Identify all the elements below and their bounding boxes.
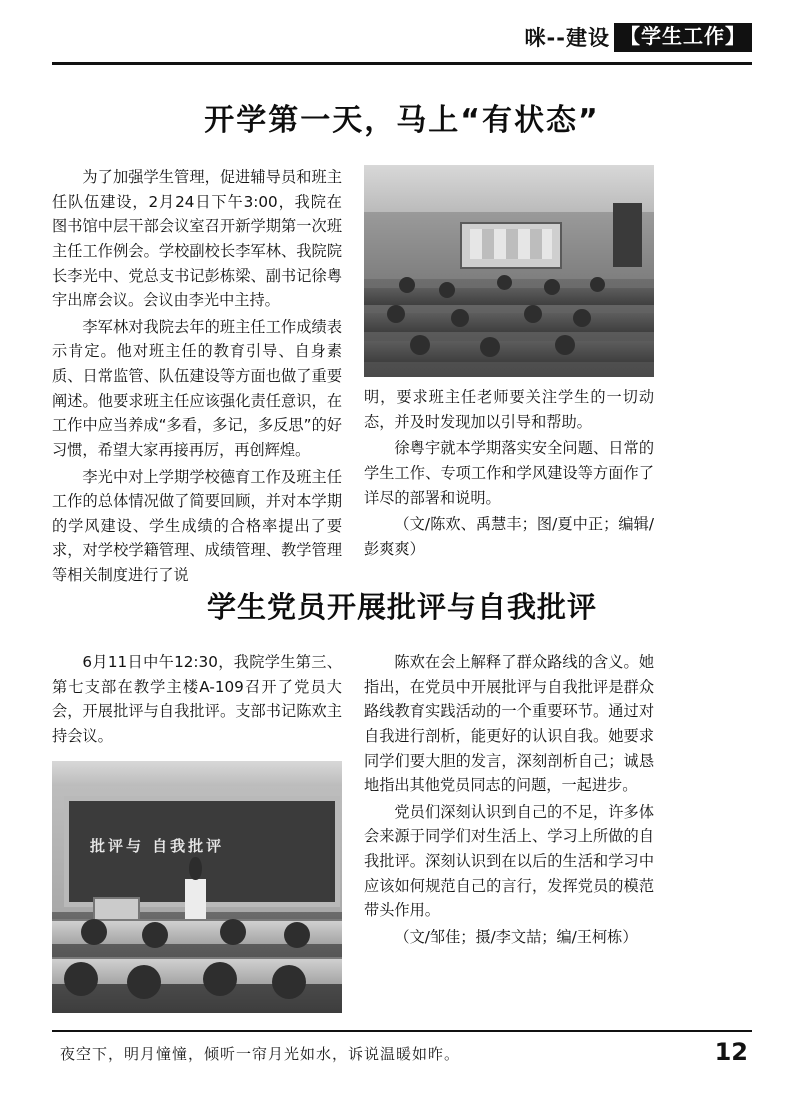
article-one-right-column [364,165,654,563]
footer-divider [52,1030,752,1032]
photo-artwork [52,761,342,1013]
article-two-columns [52,650,752,1021]
header-section-tag: 【学生工作】 [614,23,752,52]
article-two-right-column [364,650,654,952]
article-one-credit: （文/陈欢、禹慧丰；图/夏中正；编辑/彭爽爽） [364,515,654,558]
paragraph: 陈欢在会上解释了群众路线的含义。她指出，在党员中开展批评与自我批评是群众路线教育实践活动的一个重要环节。通过对自我进行剖析，能更好的认识自我。她要求同学们要大胆的发言，深刻剖析自己；诚恳地指出其他党员同志的问题，一起进步。 [364,653,654,795]
article-two-left-column [52,650,342,1021]
photo-artwork [364,165,654,377]
blackboard-text: 批评与 自我批评 [89,837,225,856]
footer-tagline: 夜空下，明月憧憧，倾听一帘月光如水，诉说温暖如昨。 [60,1045,461,1063]
paragraph: 6月11日中午12:30，我院学生第三、第七支部在教学主楼A-109召开了党员大会，开展批评与自我批评。支部书记陈欢主持会议。 [52,653,342,745]
article-one [52,95,752,590]
page-header [525,22,752,52]
paragraph: 明，要求班主任老师要关注学生的一切动态，并及时发现加以引导和帮助。 [364,388,654,431]
paragraph: 为了加强学生管理，促进辅导员和班主任队伍建设，2月24日下午3:00，我院在图书馆中层干部会议室召开新学期第一次班主任工作例会。学校副校长李军林、我院院长李光中、党总支书记彭栋梁、副书记徐粤宇出席会议。会议由李光中主持。 [52,168,342,310]
article-two-title: 学生党员开展批评与自我批评 [206,590,597,624]
paragraph: 李光中对上学期学校德育工作及班主任工作的总体情况做了简要回顾，并对本学期的学风建设、学生成绩的合格率提出了要求，对学校学籍管理、成绩管理、教学管理等相关制度进行了说 [52,467,342,584]
article-one-photo [364,165,654,377]
paragraph: 徐粤宇就本学期落实安全问题、日常的学生工作、专项工作和学风建设等方面作了详尽的部署和说明。 [364,439,654,507]
article-two-photo [52,761,342,1013]
article-one-left-column [52,165,342,590]
header-mark-text: 咪--建设 [524,26,610,50]
paragraph: 党员们深刻认识到自己的不足，许多体会来源于同学们对生活上、学习上所做的自我批评。深刻认识到在以后的生活和学习中应该如何规范自己的言行，发挥党员的模范带头作用。 [364,802,654,920]
article-two-credit: （文/邹佳；摄/李文喆；编/王柯栋） [394,927,638,946]
page-number: 12 [714,1038,748,1066]
article-one-title: 开学第一天，马上“有状态” [204,103,600,138]
paragraph: 李军林对我院去年的班主任工作成绩表示肯定。他对班主任的教育引导、自身素质、日常监管、队伍建设等方面也做了重要阐述。他要求班主任应该强化责任意识，在工作中应当养成“多看，多记，多反思”的好习惯，希望大家再接再厉，再创辉煌。 [52,317,342,459]
article-one-columns [52,165,752,590]
header-divider [52,62,752,65]
article-two [52,585,752,1021]
